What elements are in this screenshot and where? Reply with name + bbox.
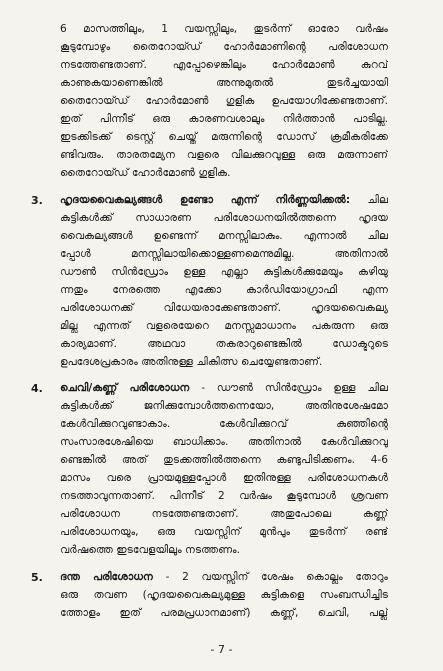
item-heading-rest: - 2 വയസ്സിന് ശേഷം കൊല്ലം തോറും [152,571,388,583]
text-line: പരിശോധനക്ക് വിധേയരാക്കേണ്ടതാണ്. ഹൃദയവൈകല്യ [60,302,388,314]
item-first-line [60,381,388,395]
text-line: 6 മാസത്തിലും, 1 വയസ്സിലും, തുടർന്ന് ഓരോ വർഷം [60,23,388,35]
item-first-line [60,193,388,207]
text-line: മാസം വരെ പ്രായമുള്ളപ്പോൾ ഇതിനുള്ള പരിശോധനകൾ [60,472,388,484]
item-first-line [60,570,388,584]
text-line: ന്നതും നേരത്തെ എക്കോ കാർഡിയോഗ്രാഫി എന്ന [60,284,388,296]
text-line: മില്ല എന്നത് വളരെയേറെ മനസ്സമാധാനം പകരുന്ന ഒരു [60,320,388,332]
item-number: 3. [31,194,43,207]
item-heading: ഹൃദയവൈകല്യങ്ങൾ ഉണ്ടോ എന്ന് നിർണ്ണയിക്കൽ: [60,194,351,206]
text-line: കാര്യമാണ്. അഥവാ തകരാറുണ്ടെങ്കിൽ ഡോക്ടറുടെ [60,338,388,350]
text-line: ഒരു തവണ (ഹൃദയവൈകല്യമുള്ള കുട്ടികളെ സംബന്ധിച്ചിട [60,589,388,601]
item-heading-rest: ചില [350,194,388,206]
text-line: കൂടുമ്പോഴും തൈറോയ്ഡ് ഹോർമോണിന്റെ പരിശോധന [60,41,388,53]
text-line: ഇടക്കിടക്ക് ടെസ്റ്റ് ചെയ്ത് മരുന്നിന്റെ ഡോസ് ക്രമീകരിക്കേ [60,131,388,143]
page-number: - 7 - [210,643,233,656]
text-line: നടത്തേണ്ടതാണ്. എപ്പോഴെങ്കിലും ഹോർമോൺ കുറവ് [60,59,388,71]
text-line: നടത്താവുന്നതാണ്. പിന്നീട് 2 വർഷം കൂടുമ്പോൾ ശ്രവണ [60,490,388,502]
text-line: തൈറോയ്ഡ് ഹോർമോൺ ഗുളിക. [60,167,231,179]
text-line: കാണുകയാണെങ്കിൽ അന്നുമുതൽ തുടർച്ചയായി [60,77,388,89]
item-number: 5. [31,571,43,584]
item-heading: ദന്ത പരിശോധന [60,571,153,583]
text-line: സംസാരശേഷിയെ ബാധിക്കാം. അതിനാൽ കേൾവിക്കുറവു [60,436,388,448]
text-line: കേൾവിക്കുറവുണ്ടാകാം. കേൾവിക്കുറവ് കുഞ്ഞിന്റെ [60,418,388,430]
item-number: 4. [31,382,43,395]
text-line: ത്തോളം ഇത് പരമപ്രധാനമാണ്) കണ്ണ്, ചെവി, പല്ല് [60,607,388,619]
text-line: പരിശോധന നടത്തേണ്ടതാണ്. അതുപോലെ കണ്ണ് [60,508,388,520]
text-line: ണ്ടിവരും. താരതമ്യേന വളരെ വിലക്കുറവുള്ള ഒരു മരുന്നാണ് [60,149,388,161]
item-heading: ചെവി/കണ്ണ് പരിശോധന [60,382,190,394]
text-line: ഡൗൺ സിൻഡ്രോം ഉള്ള എല്ലാ കുട്ടികൾക്കുമേയും കഴിയു [60,266,388,278]
text-line: ഉപദേശപ്രകാരം അതിനുള്ള ചികിത്സ ചെയ്യേണ്ടതാണ്. [60,356,323,368]
text-line: തൈറോയ്ഡ് ഹോർമോൺ ഗുളിക ഉപയോഗിക്കേണ്ടതാണ്. [60,95,388,107]
text-line: പ്പോൾ മനസ്സിലായിക്കൊള്ളണമെന്നുമില്ല. അതിനാൽ [60,248,388,260]
item-heading-rest: - ഡൗൺ സിൻഡ്രോം ഉള്ള ചില [189,382,388,394]
text-line: വൈകല്യങ്ങൾ ഉണ്ടെന്ന് മനസ്സിലാകും. എന്നാൽ ചില [60,230,388,242]
text-line: ഇത് പിന്നീട് ഒരു കാരണവശാലും നിർത്താൻ പാടില്ല. [60,113,388,125]
text-line: കുട്ടികൾക്ക് സാധാരണ പരിശോധനയിൽത്തന്നെ ഹൃദയ [60,212,388,224]
text-line: കുട്ടികൾക്ക് ജനിക്കുമ്പോൾത്തന്നെയോ, അതിനുശേഷമോ [60,400,388,412]
text-line: പരിശോധനയും, ഒരു വയസ്സിന് മുൻപും തുടർന്ന് രണ്ട് [60,526,388,538]
text-line: വർഷത്തെ ഇടവേളയിലും നടത്തണം. [60,544,240,556]
text-line: ണ്ടെങ്കിൽ അത് തുടക്കത്തിൽത്തന്നെ കണ്ടുപിടിക്കണം. 4-6 [60,454,388,466]
